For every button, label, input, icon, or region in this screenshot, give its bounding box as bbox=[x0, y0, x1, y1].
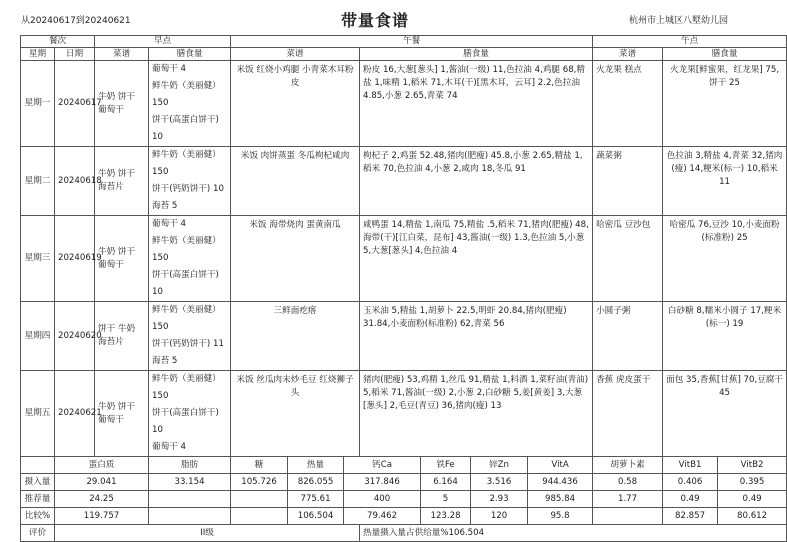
breakfast-qty-cell bbox=[149, 302, 231, 371]
breakfast-qty-cell bbox=[149, 371, 231, 457]
nutrition-value: 79.462 bbox=[344, 508, 421, 525]
breakfast-dish-cell: 牛奶 饼干 葡萄干 bbox=[95, 61, 149, 147]
nutrition-value: 80.612 bbox=[718, 508, 787, 525]
header-snack-qty: 膳食量 bbox=[663, 48, 787, 61]
weekday-cell: 星期三 bbox=[21, 216, 55, 302]
nutrition-value: 2.93 bbox=[471, 491, 528, 508]
page-title: 带量食谱 bbox=[340, 11, 409, 30]
nutrition-value: 826.055 bbox=[288, 474, 344, 491]
nutrition-header: 锌Zn bbox=[471, 457, 528, 474]
breakfast-qty-line: 海苔 5 bbox=[152, 356, 178, 366]
table-row bbox=[21, 147, 787, 216]
nutrition-header: 铁Fe bbox=[421, 457, 471, 474]
nutrition-value: 985.84 bbox=[528, 491, 593, 508]
nutrition-value: 0.49 bbox=[718, 491, 787, 508]
kindergarten-name: 杭州市上城区八墅幼儿园 bbox=[628, 16, 728, 26]
nutrition-value: 119.757 bbox=[55, 508, 149, 525]
breakfast-qty-line: 饼干(钙奶饼干) 10 bbox=[152, 184, 224, 194]
header-weekday: 星期 bbox=[21, 48, 55, 61]
nutrition-value bbox=[231, 508, 288, 525]
nutrition-row bbox=[21, 508, 787, 525]
header-breakfast-dish: 菜谱 bbox=[95, 48, 149, 61]
breakfast-qty-line: 葡萄干 4 bbox=[152, 64, 186, 74]
nutrition-header: VitB1 bbox=[663, 457, 718, 474]
nutrition-value bbox=[231, 491, 288, 508]
nutrition-header-row bbox=[21, 457, 787, 474]
nutrition-value: 0.395 bbox=[718, 474, 787, 491]
lunch-qty-cell: 枸杞子 2,鸡蛋 52.48,猪肉(肥瘦) 45.8,小葱 2.65,精盐 1,稻米 70,色拉油 4,小葱 2,咸肉 18,冬瓜 91 bbox=[360, 147, 593, 216]
nutrition-value: 33.154 bbox=[149, 474, 231, 491]
snack-qty-cell: 面包 35,香蕉[甘蕉] 70,豆腐干 45 bbox=[663, 371, 787, 457]
table-row bbox=[21, 302, 787, 371]
lunch-dish-cell: 三鲜面疙瘩 bbox=[231, 302, 360, 371]
nutrition-row bbox=[21, 491, 787, 508]
header-lunch: 午餐 bbox=[231, 36, 593, 48]
lunch-dish-cell: 米饭 红烧小鸡腿 小青菜木耳粉皮 bbox=[231, 61, 360, 147]
nutrition-value: 29.041 bbox=[55, 474, 149, 491]
snack-dish-cell: 蔬菜粥 bbox=[593, 147, 663, 216]
nutrition-value: 123.28 bbox=[421, 508, 471, 525]
header-breakfast-qty: 膳食量 bbox=[149, 48, 231, 61]
table-row bbox=[21, 371, 787, 457]
nutrition-row-label: 比较% bbox=[21, 508, 55, 525]
date-cell: 20240619 bbox=[55, 216, 95, 302]
nutrition-value: 82.857 bbox=[663, 508, 718, 525]
page-header bbox=[0, 0, 750, 34]
lunch-qty-cell: 粉皮 16,大葱[葱头] 1,酱油(一级) 11,色拉油 4,鸡腿 68,精盐 1,味精 1,稻米 71,木耳(干)[黑木耳，云耳] 2.2,色拉油 4.85,小葱 2.65,青菜 74 bbox=[360, 61, 593, 147]
snack-dish-cell: 小圆子粥 bbox=[593, 302, 663, 371]
breakfast-qty-cell bbox=[149, 216, 231, 302]
date-range: 从20240617到20240621 bbox=[21, 16, 131, 26]
header-snack: 午点 bbox=[593, 36, 787, 48]
nutrition-value: 5 bbox=[421, 491, 471, 508]
lunch-dish-cell: 米饭 肉饼蒸蛋 冬瓜枸杞咸肉 bbox=[231, 147, 360, 216]
lunch-qty-cell: 猪肉(肥瘦) 53,鸡精 1,丝瓜 91,精盐 1,料酒 1,菜籽油(青油) 5,稻米 71,酱油(一级) 2,小葱 2,白砂糖 5,姜[黄姜] 3,大葱[葱头] 2,毛豆(青豆) 36,猪肉(瘦) 13 bbox=[360, 371, 593, 457]
breakfast-qty-cell bbox=[149, 61, 231, 147]
nutrition-value: 120 bbox=[471, 508, 528, 525]
nutrition-value: 95.8 bbox=[528, 508, 593, 525]
header-lunch-dish: 菜谱 bbox=[231, 48, 360, 61]
nutrition-value: 6.164 bbox=[421, 474, 471, 491]
breakfast-qty-line: 葡萄干 4 bbox=[152, 442, 186, 452]
breakfast-dish-cell: 牛奶 饼干 葡萄干 bbox=[95, 216, 149, 302]
nutrition-row bbox=[21, 474, 787, 491]
date-cell: 20240617 bbox=[55, 61, 95, 147]
nutrition-value: 0.406 bbox=[663, 474, 718, 491]
breakfast-qty-line: 鲜牛奶（美丽健） 150 bbox=[152, 374, 221, 401]
weekday-cell: 星期五 bbox=[21, 371, 55, 457]
nutrition-row-label: 推荐量 bbox=[21, 491, 55, 508]
snack-dish-cell: 火龙果 糕点 bbox=[593, 61, 663, 147]
snack-qty-cell: 白砂糖 8,糯米小圆子 17,粳米(标一) 19 bbox=[663, 302, 787, 371]
snack-dish-cell: 哈密瓜 豆沙包 bbox=[593, 216, 663, 302]
nutrition-row-label: 摄入量 bbox=[21, 474, 55, 491]
breakfast-qty-line: 鲜牛奶（美丽健） 150 bbox=[152, 81, 221, 108]
breakfast-qty-line: 饼干(高蛋白饼干) 10 bbox=[152, 408, 219, 435]
header-meal-period: 餐次 bbox=[21, 36, 95, 48]
snack-qty-cell: 火龙果[鲜蜜果，红龙果] 75,饼干 25 bbox=[663, 61, 787, 147]
table-row bbox=[21, 216, 787, 302]
snack-dish-cell: 香蕉 虎皮蛋干 bbox=[593, 371, 663, 457]
nutrition-value bbox=[149, 491, 231, 508]
header-breakfast: 早点 bbox=[95, 36, 231, 48]
nutrition-value: 317.846 bbox=[344, 474, 421, 491]
weekday-cell: 星期一 bbox=[21, 61, 55, 147]
nutrition-value bbox=[149, 508, 231, 525]
lunch-dish-cell: 米饭 丝瓜肉末炒毛豆 红烧狮子头 bbox=[231, 371, 360, 457]
nutrition-value: 400 bbox=[344, 491, 421, 508]
nutrition-value: 944.436 bbox=[528, 474, 593, 491]
breakfast-qty-cell bbox=[149, 147, 231, 216]
breakfast-dish-cell: 牛奶 饼干 葡萄干 bbox=[95, 371, 149, 457]
nutrition-value bbox=[593, 508, 663, 525]
header-snack-dish: 菜谱 bbox=[593, 48, 663, 61]
nutrition-header: VitA bbox=[528, 457, 593, 474]
date-cell: 20240621 bbox=[55, 371, 95, 457]
nutrition-value: 3.516 bbox=[471, 474, 528, 491]
date-cell: 20240618 bbox=[55, 147, 95, 216]
nutrition-header: 脂肪 bbox=[149, 457, 231, 474]
evaluation-row bbox=[21, 525, 787, 542]
breakfast-qty-line: 饼干(高蛋白饼干) 10 bbox=[152, 115, 219, 142]
nutrition-header: 热量 bbox=[288, 457, 344, 474]
snack-qty-cell: 哈密瓜 76,豆沙 10,小麦面粉(标准粉) 25 bbox=[663, 216, 787, 302]
lunch-qty-cell: 咸鸭蛋 14,精盐 1,南瓜 75,精盐 .5,稻米 71,猪肉(肥瘦) 48,海带(干)[江白菜，昆布] 43,酱油(一级) 1.3,色拉油 5,小葱 5,大葱[葱头] 4,色拉油 4 bbox=[360, 216, 593, 302]
breakfast-qty-line: 鲜牛奶（美丽健） 150 bbox=[152, 236, 221, 263]
header-date: 日期 bbox=[55, 48, 95, 61]
breakfast-qty-line: 鲜牛奶（美丽健） 150 bbox=[152, 150, 221, 177]
breakfast-qty-line: 饼干(高蛋白饼干) 10 bbox=[152, 270, 219, 297]
weekday-cell: 星期二 bbox=[21, 147, 55, 216]
breakfast-qty-line: 葡萄干 4 bbox=[152, 219, 186, 229]
nutrition-value: 106.504 bbox=[288, 508, 344, 525]
breakfast-dish-cell: 牛奶 饼干 海苔片 bbox=[95, 147, 149, 216]
nutrition-value: 775.61 bbox=[288, 491, 344, 508]
lunch-qty-cell: 玉米油 5,精盐 1,胡萝卜 22.5,明虾 20.84,猪肉(肥瘦) 31.84,小麦面粉(标准粉) 62,青菜 56 bbox=[360, 302, 593, 371]
weekday-cell: 星期四 bbox=[21, 302, 55, 371]
table-row bbox=[21, 61, 787, 147]
header-lunch-qty: 膳食量 bbox=[360, 48, 593, 61]
evaluation-note: 热量摄入量占供给量%106.504 bbox=[360, 525, 787, 542]
menu-table bbox=[20, 35, 787, 542]
evaluation-label: 评价 bbox=[21, 525, 55, 542]
nutrition-header: 钙Ca bbox=[344, 457, 421, 474]
nutrition-value: 24.25 bbox=[55, 491, 149, 508]
evaluation-grade: II级 bbox=[55, 525, 360, 542]
nutrition-header: 胡萝卜素 bbox=[593, 457, 663, 474]
breakfast-dish-cell: 饼干 牛奶 海苔片 bbox=[95, 302, 149, 371]
nutrition-header: VitB2 bbox=[718, 457, 787, 474]
date-cell: 20240620 bbox=[55, 302, 95, 371]
nutrition-value: 0.49 bbox=[663, 491, 718, 508]
nutrition-header: 蛋白质 bbox=[55, 457, 149, 474]
nutrition-value: 1.77 bbox=[593, 491, 663, 508]
nutrition-value: 0.58 bbox=[593, 474, 663, 491]
lunch-dish-cell: 米饭 海带烧肉 蛋黄南瓜 bbox=[231, 216, 360, 302]
snack-qty-cell: 色拉油 3,精盐 4,青菜 32,猪肉(瘦) 14,粳米(标一) 10,稻米 11 bbox=[663, 147, 787, 216]
breakfast-qty-line: 海苔 5 bbox=[152, 201, 178, 211]
breakfast-qty-line: 鲜牛奶（美丽健） 150 bbox=[152, 305, 221, 332]
nutrition-header: 糖 bbox=[231, 457, 288, 474]
nutrition-corner-cell bbox=[21, 457, 55, 474]
nutrition-value: 105.726 bbox=[231, 474, 288, 491]
breakfast-qty-line: 饼干(钙奶饼干) 11 bbox=[152, 339, 224, 349]
